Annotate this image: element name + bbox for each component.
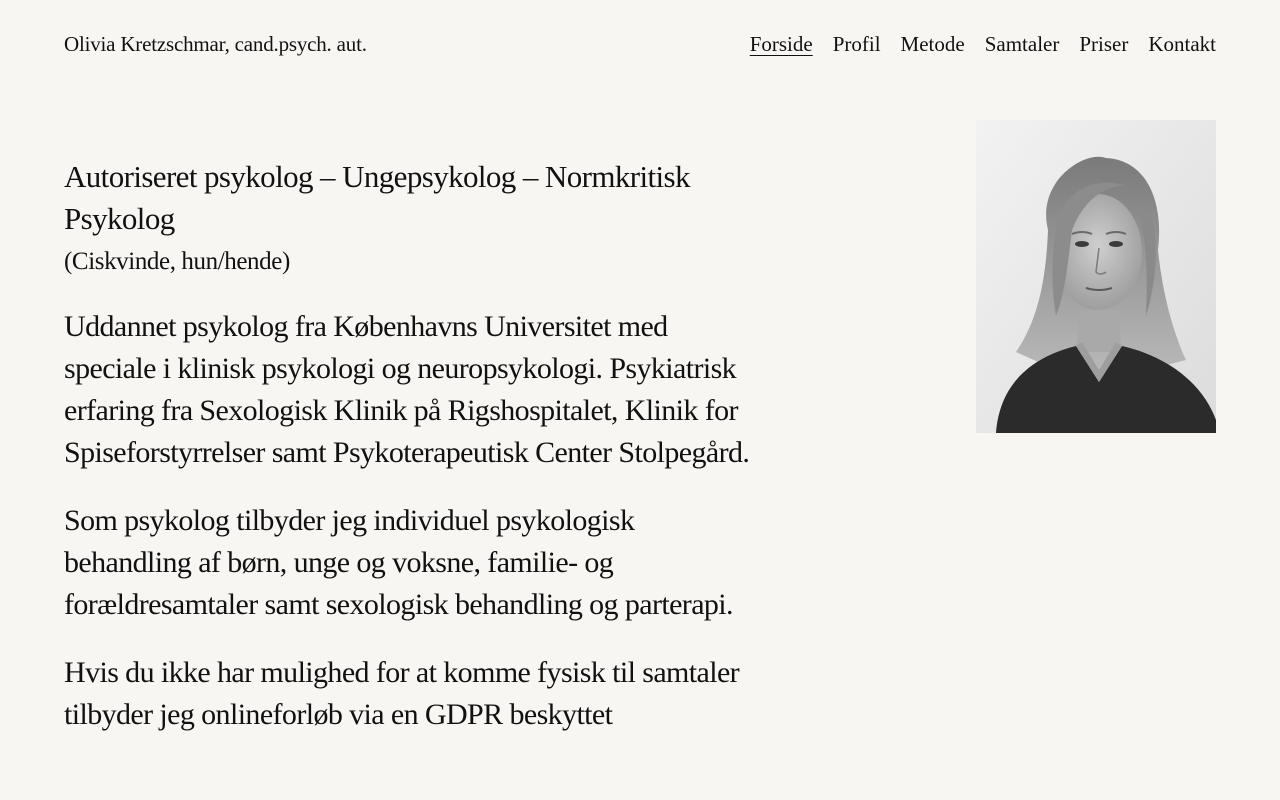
services-paragraph: Som psykolog tilbyder jeg individuel psykologisk behandling af børn, unge og voksne, familie- og forældresamtaler samt sexologisk behandling og parterapi. <box>64 504 733 621</box>
nav-kontakt[interactable]: Kontakt <box>1148 31 1216 56</box>
nav-samtaler[interactable]: Samtaler <box>984 31 1060 56</box>
portrait-icon <box>976 120 1216 433</box>
nav-metode[interactable]: Metode <box>900 31 965 56</box>
nav-profil[interactable]: Profil <box>832 31 881 56</box>
site-name[interactable]: Olivia Kretzschmar, cand.psych. aut. <box>64 31 367 56</box>
intro-paragraph: Uddannet psykolog fra Københavns Universitet med speciale i klinisk psykologi og neuropsykologi. Psykiatrisk erfaring fra Sexologisk Klinik på Rigshospitalet, Klinik for Spiseforstyrrelser samt Psykoterapeutisk Center Stolpegård. <box>64 310 750 469</box>
online-paragraph: Hvis du ikke har mulighed for at komme fysisk til samtaler tilbyder jeg onlineforløb via en GDPR beskyttet <box>64 656 740 731</box>
main-nav <box>750 32 1216 57</box>
pronouns: (Ciskvinde, hun/hende) <box>64 248 290 275</box>
portrait-photo <box>976 120 1216 433</box>
main-content <box>64 156 764 736</box>
nav-priser[interactable]: Priser <box>1079 31 1129 56</box>
site-header <box>64 28 1216 60</box>
nav-forside[interactable]: Forside <box>749 31 813 56</box>
page-heading: Autoriseret psykolog – Ungepsykolog – Normkritisk Psykolog <box>64 159 690 236</box>
